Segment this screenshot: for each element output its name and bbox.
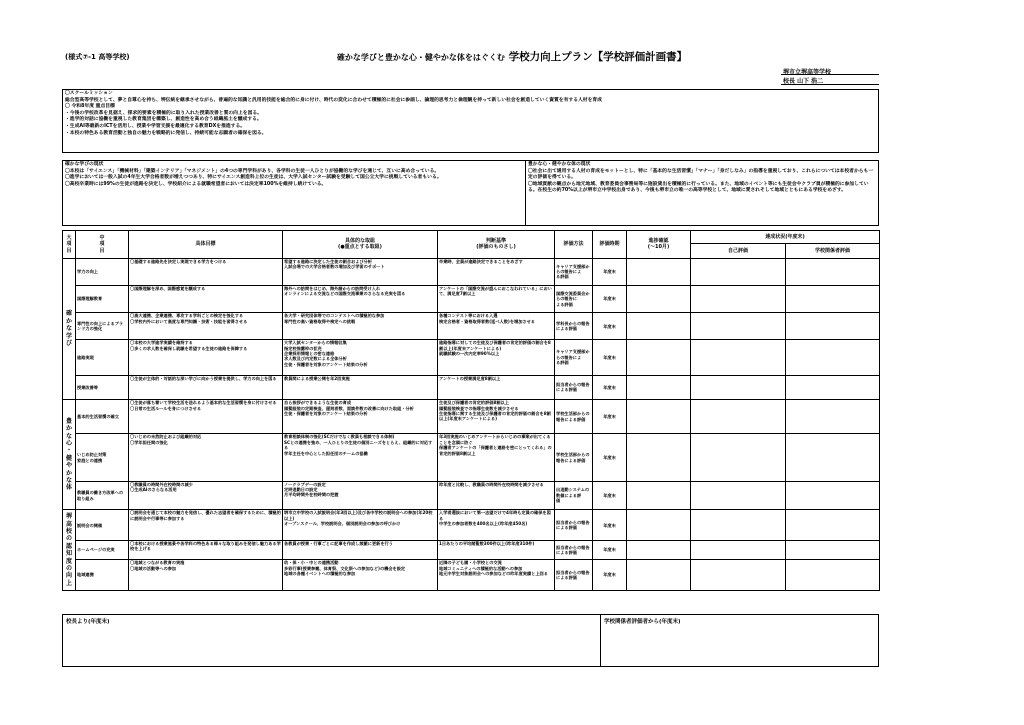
col-school-eval: 学校関係者評価 — [786, 243, 880, 258]
middle-item: ホームページの充実 — [76, 541, 129, 560]
council-comment-box — [600, 614, 879, 667]
col-progress: 進捗確認 (～10月) — [627, 231, 691, 259]
criteria-cell: アンケートの「国際交流が盛んにおこなわれている」において、満足度7割以上 — [438, 285, 555, 313]
self-eval-cell — [691, 313, 786, 340]
middle-item: 学力の向上 — [76, 258, 129, 285]
timing-cell: 年度末 — [593, 258, 627, 285]
school-eval-cell — [786, 510, 880, 541]
large-item-label: 確 か な 学 び — [63, 258, 76, 399]
goal-cell: 〇生徒が主体的・対話的な深い学びに向かう授業を提供し、学力の向上を図る — [129, 375, 283, 400]
focus-item: ・生成AI等最新のICTを活用し、授業や学習支援を最適化する教育DXを推進する。 — [65, 123, 246, 129]
method-cell: 学科長からの報告による評価 — [555, 313, 593, 340]
action-cell: 自ら挨拶ができるような生徒の育成 頭髪服装の定期検査、遅刻者数、面談件数の改善に向けた取組・分析 生徒・保護者を対象のアンケート結果の分析 — [283, 400, 438, 434]
col-method: 評価方法 — [555, 231, 593, 259]
goal-cell: 〇高大連携、企業連携、専攻する学科ごとの検定を強化する 〇学校内外において高度な専門知識・技術・技能を習得させる — [129, 313, 283, 340]
school-eval-cell — [786, 375, 880, 400]
heart-heading: 豊かな心・健やかな体の現状 — [528, 162, 591, 167]
progress-cell — [627, 434, 691, 481]
learning-line: 〇本校は「サイエンス」「機械材料」「建築インテリア」「マネジメント」の4つの専門学科があり、各学科の生徒一人ひとりが協働的な学びを通じて、互いに高め合っている。 — [65, 168, 440, 174]
action-cell: ノークラブデーの設定 定時退勤日の設定 月平均時間外在校時間の把握 — [283, 481, 438, 510]
school-eval-cell — [786, 481, 880, 510]
col-criteria: 判断基準 (評価のものさし) — [438, 231, 555, 259]
table-row — [63, 481, 880, 510]
method-cell: 学校生活部からの報告による評価 — [555, 400, 593, 434]
goal-cell: 〇いじめの未然防止および組織的対応 〇学年担任間の強化 — [129, 434, 283, 481]
method-cell: キャリア支援部からの報告によ る評価 — [555, 258, 593, 285]
criteria-cell: アンケートの授業満足度8割以上 — [438, 375, 555, 400]
table-row — [63, 400, 880, 434]
middle-item: 教職員の働き方改革への取り組み — [76, 481, 129, 510]
form-id: (様式⑦-1 高等学校) — [65, 53, 130, 61]
goal-cell: 〇地域とつながる教育の実施 〇地域の活動等への参加 — [129, 560, 283, 591]
table-row — [63, 541, 880, 560]
method-cell: 出退勤システムの数値による評 価 — [555, 481, 593, 510]
goal-cell: 〇生徒が落ち着いて学校生活を送れるよう基本的な生活習慣を身に付けさせる 〇日常の生活ルールを身につけさせる — [129, 400, 283, 434]
action-cell: 各大学・研究団体等でのコンテストへの積極的な参加 専門性の高い資格取得や検定への挑戦 — [283, 313, 438, 340]
timing-cell: 年度末 — [593, 434, 627, 481]
school-eval-cell — [786, 258, 880, 285]
progress-cell — [627, 340, 691, 375]
school-eval-cell — [786, 313, 880, 340]
divider — [781, 84, 879, 85]
table-row — [63, 313, 880, 340]
self-eval-cell — [691, 285, 786, 313]
criteria-cell: 各種コンテスト等における入選 検定合格者・資格取得者数(延べ人数)を増加させる — [438, 313, 555, 340]
learning-status-box — [62, 160, 526, 226]
middle-item: いじめ防止対策 家庭との連携 — [76, 434, 129, 481]
heart-line: 〇社会に出て通用する人材の育成をモットーとし、特に「基本的な生活習慣」「マナー」「身だしなみ」の指導を重視しており、これらについては本校者からも一定の評価を得ている。 — [528, 168, 874, 181]
progress-cell — [627, 400, 691, 434]
timing-cell: 年度末 — [593, 340, 627, 375]
focus-heading: 〇 令和8年度 重点目標 — [65, 104, 115, 110]
col-large: 大 項 目 — [63, 231, 76, 259]
mission-box — [62, 89, 879, 153]
middle-item: 説明会の開催 — [76, 510, 129, 541]
method-cell: キャリア支援部からの報告によ る評価 — [555, 340, 593, 375]
col-self-eval: 自己評価 — [691, 243, 786, 258]
timing-cell: 年度末 — [593, 285, 627, 313]
self-eval-cell — [691, 375, 786, 400]
method-cell: 担当者からの報告による評価 — [555, 541, 593, 560]
goal-cell: 〇本校の大学進学実績を維持する 〇多くの求人数を確保し就職を希望する生徒の進路を保障する — [129, 340, 283, 375]
action-cell: 大学入試センターからの情報収集 指定校推薦枠の拡充 企業採用情報との密な連絡 求人数及び内定数による全体分析 生徒・保護者を対象のアンケート結果の分析 — [283, 340, 438, 375]
col-action: 具体的な取組 (●重点とする取組) — [283, 231, 438, 259]
middle-item: 地域連携 — [76, 560, 129, 591]
focus-item: ・本校の特色ある教育活動と独自の魅力を戦略的に発信し、持続可能な志願者の確保を図る。 — [65, 130, 267, 136]
progress-cell — [627, 313, 691, 340]
timing-cell: 年度末 — [593, 481, 627, 510]
plan-table — [62, 230, 880, 591]
method-cell: 学校生活部からの報告による評価 — [555, 434, 593, 481]
title-lead: 確かな学びと豊かな心・健やかな体をはぐくむ — [336, 53, 505, 62]
timing-cell: 年度末 — [593, 510, 627, 541]
action-cell: 各教員が授業・行事ごとに記事を作成し頻繁に更新を行う — [283, 541, 438, 560]
criteria-cell: 昨年度と比較し、教職員の時間外在校時間を減少させる — [438, 481, 555, 510]
method-cell: 担当者からの報告による評価 — [555, 510, 593, 541]
progress-cell — [627, 258, 691, 285]
col-goal: 具体目標 — [129, 231, 283, 259]
action-cell: 堺市立中学校の入試説明会(年3回以上)及び各中学校の説明会への参加(年20校以上) オープンスクール、学校説明会、個別説明会の参加の呼びかけ — [283, 510, 438, 541]
criteria-cell: 卒業時、全員が進路決定できることをめざす — [438, 258, 555, 285]
action-cell: 幼・保・小・中との連携活動 多彩行事(授業参観、体育祭、文化祭への参加など)の機会を設定 地域の各種イベントへの積極的な参加 — [283, 560, 438, 591]
timing-cell: 年度末 — [593, 400, 627, 434]
action-cell: 教員間による授業公開を年2回実施 — [283, 375, 438, 400]
timing-cell: 年度末 — [593, 375, 627, 400]
middle-item: 国際理解教育 — [76, 285, 129, 313]
school-name: 堺市立堺高等学校 — [783, 69, 832, 76]
col-achievement: 達成状況(年度末) — [691, 231, 880, 244]
principal-comment-label: 校長より(年度末) — [66, 619, 110, 625]
method-cell: 国際交流委員会からの報告に よる評価 — [555, 285, 593, 313]
self-eval-cell — [691, 560, 786, 591]
middle-item: 専門性の向上によるブランド力の強化 — [76, 313, 129, 340]
table-row — [63, 375, 880, 400]
goal-cell: 〇基礎する進路先を決定し実現できる学力をつける — [129, 258, 283, 285]
principal-comment-box — [62, 614, 601, 667]
goal-cell: 〇説明会を通じて本校の魅力を発信し、優れた志望者を確保するために、積極的に説明会や行事等に参加する — [129, 510, 283, 541]
focus-item: ・進学的対話に協働を重視した教育集団を構築し、創造性を高め合う組織風土を醸成する。 — [65, 117, 262, 123]
heart-line: 〇地域貢献の観点から地元地域、教育委員会事務局等に施設貸出を積極的に行っている。また、地域のイベント等にも生徒会やクラブ員が積極的に参加している。在校生の約70%以上が堺市立中学校出身であり、今後も堺市立の唯一の高等学校として、地域に愛されそして地域とともにある学校をめざす。 — [528, 181, 869, 194]
table-row — [63, 560, 880, 591]
goal-cell: 〇教職員の時間外在校時間の減少 〇生成AIのさらなる活用 — [129, 481, 283, 510]
criteria-cell: 1日あたりの平均閲覧数300件以上(昨年度310件) — [438, 541, 555, 560]
progress-cell — [627, 541, 691, 560]
self-eval-cell — [691, 340, 786, 375]
table-row — [63, 510, 880, 541]
action-cell: 教育相談体制の強化(SCだけでなく教員も相談できる体制) SCとの連携を強め、一人ひとりの生徒の個別ニーズをとらえ、組織的に対応する 学年主任を中心とした担任団のチームの協働 — [283, 434, 438, 481]
criteria-cell: 生徒及び保護者の肯定的評価8割以上 頭髪服装検査での指導生徒数を減少させる 生徒指導に関する生徒及び保護者の肯定的評価の割合を8割以上(年度末アンケートによる) — [438, 400, 555, 434]
criteria-cell: 年3回実施のいじめアンケートからいじめの事案が出てくることを念頭に防ぐ 保護者アンケートの「保護者と連絡を密にとってくれる」の肯定的評価8割以上 — [438, 434, 555, 481]
large-item-label: 堺 高 校 の 認 知 度 の 向 上 — [63, 510, 76, 591]
large-item-label: 豊 か な 心 ・ 健 や か な 体 — [63, 400, 76, 510]
middle-item: 進路実現 — [76, 340, 129, 375]
table-row — [63, 434, 880, 481]
goal-cell: 〇国際理解を深め、国際感覚を醸成する — [129, 285, 283, 313]
col-timing: 評価時期 — [593, 231, 627, 259]
table-row — [63, 258, 880, 285]
goal-cell: 〇本校における授業風景や各学科の特色ある様々な取り組みを発信し魅力ある学校を上げる — [129, 541, 283, 560]
learning-line: 〇進学においては一般入試の4年生大学合格者数が増えつつあり、特にサイエンス創造科上位の生徒は、大学入試センター試験を受験して国公立大学に挑戦している者もいる。 — [65, 175, 442, 181]
mission-heading: 〇スクールミッション — [65, 91, 113, 96]
self-eval-cell — [691, 481, 786, 510]
progress-cell — [627, 510, 691, 541]
council-comment-label: 学校関係者評価者から(年度末) — [604, 619, 681, 625]
col-middle: 中 項 目 — [76, 231, 129, 259]
self-eval-cell — [691, 400, 786, 434]
progress-cell — [627, 375, 691, 400]
school-eval-cell — [786, 340, 880, 375]
method-cell: 担当者からの報告による評価 — [555, 375, 593, 400]
method-cell: 担当者からの報告による評価 — [555, 560, 593, 591]
mission-text: 総合型高等学校として、夢と自尊心を持ち、堺伝統を継承させながら、普遍的な知識と汎用的技能を総合的に身に付け、時代の変化に合わせて積極的に社会に参画し、論理的思考力と倫理観を持って新しい社会を創造していく資質を有する人材を育成 — [65, 97, 602, 103]
criteria-cell: 近隣の子ども園・小学校との交流 地域コミュニティへの積極的な活動への参加 地元中学生対象説明会への参加などの昨年度実績と上回る — [438, 560, 555, 591]
learning-line: 〇高校卒業時には99%の生徒が進路を決定し、学校紹介による就職希望者においては決定率100%を維持し続けている。 — [65, 181, 327, 187]
progress-cell — [627, 285, 691, 313]
self-eval-cell — [691, 258, 786, 285]
progress-cell — [627, 481, 691, 510]
school-eval-cell — [786, 541, 880, 560]
timing-cell: 年度末 — [593, 313, 627, 340]
table-row — [63, 285, 880, 313]
table-row — [63, 340, 880, 375]
middle-item: 基本的生活習慣の確立 — [76, 400, 129, 434]
focus-item: ・今後の学校改革を見据え、探求的要素を積極的に取り入れた授業改善と質の向上を図る。 — [65, 110, 262, 116]
page-title — [0, 49, 1024, 64]
timing-cell: 年度末 — [593, 541, 627, 560]
criteria-cell: 入学者選抜において第一志望だけで4年時も定員の確保を図る 中学生の参加者数を400名以上(昨年度450名) — [438, 510, 555, 541]
learning-heading: 確かな学びの現状 — [65, 162, 104, 167]
progress-cell — [627, 560, 691, 591]
criteria-cell: 進路指導に対しての生徒及び保護者の肯定的評価の割合を8割以上(年度末アンケートによる) 就職試験の一次内定率90%以上 — [438, 340, 555, 375]
school-eval-cell — [786, 285, 880, 313]
school-eval-cell — [786, 560, 880, 591]
school-eval-cell — [786, 400, 880, 434]
middle-item: 授業改善等 — [76, 375, 129, 400]
school-eval-cell — [786, 434, 880, 481]
divider — [781, 74, 879, 75]
heart-status-box — [525, 160, 879, 226]
self-eval-cell — [691, 541, 786, 560]
action-cell: 海外への訪問をはじめ、海外諸からの訪問受け入れ オンラインによる交流などの国際交流事業のさらなる充実を図る — [283, 285, 438, 313]
action-cell: 希望する進路に決定した生徒の割合および分析 入試会場での大学合格者数の増加及び学習のサポート — [283, 258, 438, 285]
title-main: 学校力向上プラン【学校評価計画書】 — [508, 51, 688, 63]
self-eval-cell — [691, 434, 786, 481]
principal-name: 校長 山下 浩二 — [783, 78, 824, 85]
self-eval-cell — [691, 510, 786, 541]
timing-cell: 年度末 — [593, 560, 627, 591]
